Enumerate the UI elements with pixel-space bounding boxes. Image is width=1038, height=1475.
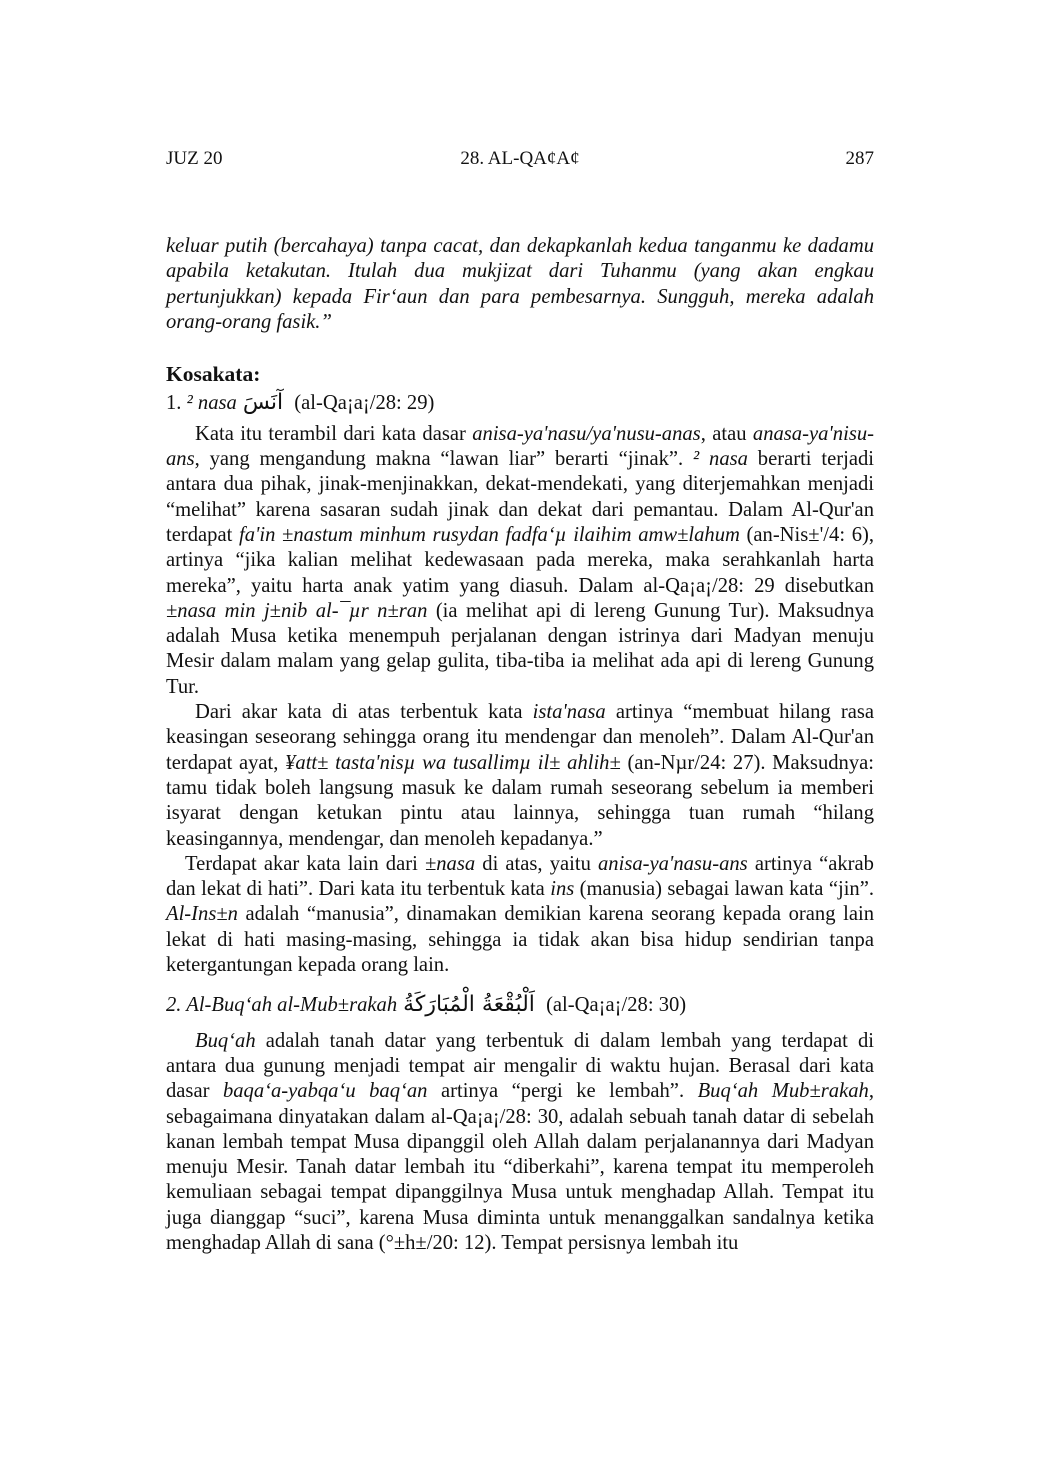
entry-arabic: اَلْبُقْعَةُ الْمُبَارَكَةُ bbox=[403, 992, 535, 1018]
vocab-entry-1 bbox=[166, 390, 874, 416]
paragraph-4: Buq‘ah adalah tanah datar yang terbentuk di dalam lembah yang terdapat di antara dua gunung menjadi tempat air mengalir di waktu hujan. Berasal dari kata dasar baqa‘a-yabqa‘u baq‘an artinya “pergi ke lembah”. Buq‘ah Mub±rakah, sebagaimana dinyatakan dalam al-Qa¡a¡/28: 30, adalah sebuah tanah datar di sebelah kanan lembah tempat Musa dipanggil oleh Allah dalam perjalanannya dari Madyan menuju Mesir. Tanah datar lembah itu “diberkahi”, karena tempat itu memperoleh kemuliaan sebagai tempat dipanggilnya Musa untuk menghadap Allah. Tempat itu juga dianggap “suci”, karena Musa diminta untuk menanggalkan sandalnya ketika menghadap Allah di sana (°±h±/20: 12). Tempat persisnya lembah itu bbox=[166, 1029, 874, 1254]
section-heading-kosakata: Kosakata: bbox=[166, 362, 261, 387]
vocab-entry-2 bbox=[166, 992, 874, 1018]
paragraph-3: Terdapat akar kata lain dari ±nasa di atas, yaitu anisa-ya'nasu-ans artinya “akrab dan lekat di hati”. Dari kata itu terbentuk kata ins (manusia) sebagai lawan kata “jin”. Al-Ins±n adalah “manusia”, dinamakan demikian karena seorang kepada orang lain lekat di hati masing-masing, sehingga ia tidak akan bisa hidup sendirian tanpa ketergantungan kepada orang lain. bbox=[166, 852, 875, 977]
entry-term: Al-Buq‘ah al-Mub±rakah bbox=[186, 994, 398, 1017]
running-header bbox=[166, 148, 874, 172]
entry-term: ² nasa bbox=[186, 392, 237, 415]
entry-number: 1. bbox=[166, 392, 187, 415]
page-body bbox=[166, 234, 874, 1256]
page-number: 287 bbox=[845, 148, 874, 169]
paragraph-1: Kata itu terambil dari kata dasar anisa-ya'nasu/ya'nusu-anas, atau anasa-ya'nisu-ans, yang mengandung makna “lawan liar” berarti “jinak”. ² nasa berarti terjadi antara dua pihak, jinak-menjinakkan, dekat-mendekati, yang diterjemahkan menjadi “melihat” karena sasaran sudah jinak dan dekat dari pemantau. Dalam Al-Qur'an terdapat fa'in ±nastum minhum rusydan fadfa‘µ ilaihim amw±lahum (an-Nis±'/4: 6), artinya “jika kalian melihat kedewasaan pada mereka, maka serahkanlah harta mereka”, yaitu harta anak yatim yang diasuh. Dalam al-Qa¡a¡/28: 29 disebutkan ±nasa min j±nib al-¯µr n±ran (ia melihat api di lereng Gunung Tur). Maksudnya adalah Musa ketika menempuh perjalanan dengan istrinya dari Madyan menuju Mesir dalam malam yang gelap gulita, tiba-tiba ia melihat ada api di lereng Gunung Tur. bbox=[166, 422, 874, 698]
paragraph-2: Dari akar kata di atas terbentuk kata ista'nasa artinya “membuat hilang rasa keasingan seseorang sehingga orang itu mendengar dan menoleh”. Dalam Al-Qur'an terdapat ayat, ¥att± tasta'nisµ wa tusallimµ il± ahlih± (an-Nµr/24: 27). Maksudnya: tamu tidak boleh langsung masuk ke dalam rumah seseorang sebelum ia memberi isyarat dengan ketukan pintu atau lainnya, sehingga tuan rumah “hilang keasingannya, mendengar, dan menoleh kepadanya.” bbox=[166, 701, 874, 850]
header-chapter: 28. AL-QA¢A¢ bbox=[460, 148, 580, 169]
entry-reference: (al-Qa¡a¡/28: 29) bbox=[294, 392, 435, 415]
translation-quote: keluar putih (bercahaya) tanpa cacat, dan dekapkanlah kedua tanganmu ke dadamu apabila ketakutan. Itulah dua mukjizat dari Tuhanmu (yang akan engkau pertunjukkan) kepada Fir‘aun dan para pembesarnya. Sungguh, mereka adalah orang-orang fasik.” bbox=[166, 235, 874, 333]
entry-reference: (al-Qa¡a¡/28: 30) bbox=[546, 994, 687, 1017]
entry-number: 2. bbox=[166, 994, 187, 1017]
entry-arabic: آنَسَ bbox=[242, 390, 284, 416]
header-juz: JUZ 20 bbox=[166, 148, 223, 169]
